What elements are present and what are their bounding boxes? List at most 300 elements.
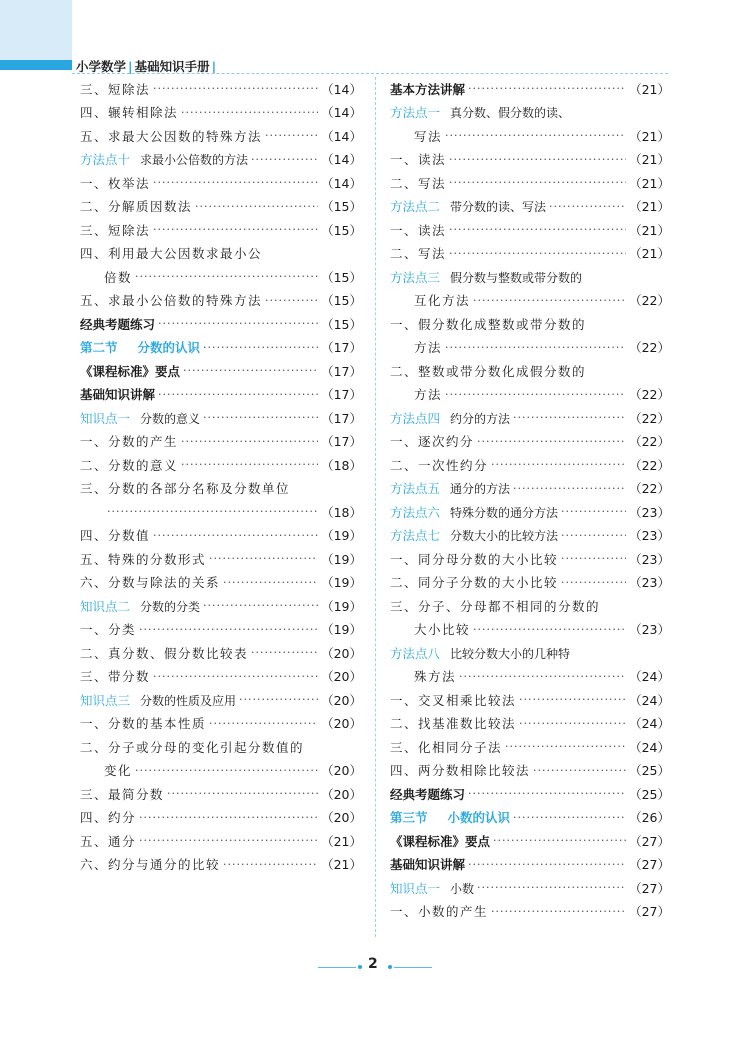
toc-page-number: （19） [321,622,362,638]
toc-entry-label: 五、特殊的分数形式 [80,551,207,567]
toc-entry [390,712,670,736]
toc-entry-label: 三、化相同分子法 [390,739,503,755]
dot-leader [477,881,626,894]
toc-entry [390,148,670,172]
header-accent-bar [0,60,72,70]
toc-entry-label: 经典考题练习 [390,786,466,802]
toc-page-number: （15） [321,222,362,238]
dot-leader [251,646,318,659]
toc-entry-tag: 方法点十 [80,152,131,168]
dot-leader [265,294,318,307]
toc-entry-label: 殊方法 [414,669,457,685]
dot-leader [493,834,626,847]
handbook-label: 基础知识手册 [134,59,210,74]
toc-entry-label: 三、分数的各部分名称及分数单位 [80,481,291,497]
toc-page-number: （19） [321,575,362,591]
toc-entry [390,383,670,407]
toc-entry-label: 大小比较 [414,622,471,638]
toc-entry-label: 经典考题练习 [80,316,156,332]
toc-entry-label: 一、同分母分数的大小比较 [390,551,559,567]
toc-entry-tag: 方法点一 [390,105,441,121]
dot-leader [533,764,626,777]
toc-entry-label: 一、枚举法 [80,175,151,191]
toc-entry-label: 五、求最小公倍数的特殊方法 [80,293,263,309]
toc-entry-label: 五、通分 [80,833,137,849]
dot-leader [449,153,626,166]
toc-entry [80,265,362,289]
toc-entry-label: 基本方法讲解 [390,81,466,97]
toc-page-number: （14） [321,175,362,191]
subject-label: 小学数学 [76,59,127,74]
toc-entry-title: 求最小公倍数的方法 [140,153,249,168]
toc-entry-label: 三、带分数 [80,669,151,685]
toc-entry [390,218,670,242]
toc-entry-label: 六、约分与通分的比较 [80,857,221,873]
toc-page-number: （20） [321,810,362,826]
dot-leader [223,576,318,589]
dot-leader [139,834,318,847]
toc-entry-label: 一、分数的基本性质 [80,716,207,732]
dot-leader [513,482,626,495]
toc-page-number: （19） [321,598,362,614]
toc-entry-title: 分数的认识 [137,340,201,356]
dot-leader [203,411,318,424]
toc-page-number: （21） [629,81,670,97]
toc-entry-label: 二、写法 [390,175,447,191]
toc-page-number: （22） [629,387,670,403]
toc-entry [80,618,362,642]
toc-entry [80,641,362,665]
dot-leader [107,505,318,518]
toc-entry [390,453,670,477]
toc-entry [80,195,362,219]
toc-entry [390,806,670,830]
dot-leader [505,740,626,753]
toc-entry [80,77,362,101]
dot-leader [135,764,318,777]
toc-page-number: （19） [321,551,362,567]
toc-entry [390,782,670,806]
toc-entry-title: 比较分数大小的几种特 [450,646,571,661]
dot-leader [519,717,626,730]
page-header [0,0,750,80]
toc-page-number: （21） [629,175,670,191]
dot-leader [181,435,318,448]
title-end-separator: | [211,59,217,74]
toc-entry [390,101,670,125]
dot-leader [561,576,626,589]
toc-entry-tag: 知识点二 [80,598,131,614]
toc-entry-label: 四、两分数相除比较法 [390,763,531,779]
toc-entry-label: 《课程标准》要点 [80,363,181,379]
toc-entry-label: 三、分子、分母都不相同的分数的 [390,598,601,614]
dot-leader [183,364,318,377]
toc-entry [390,242,670,266]
toc-entry-label: 四、辗转相除法 [80,105,179,121]
toc-entry-tag: 知识点三 [80,692,131,708]
toc-page-number: （23） [629,575,670,591]
toc-entry-label: 一、交叉相乘比较法 [390,692,517,708]
toc-entry [390,547,670,571]
toc-entry [80,101,362,125]
toc-entry [80,171,362,195]
toc-page-number: （20） [321,645,362,661]
toc-page-number: （24） [629,739,670,755]
toc-entry-tag: 知识点一 [80,410,131,426]
toc-entry-title: 通分的方法 [450,482,511,497]
toc-page-number: （22） [629,340,670,356]
toc-page-number: （21） [321,833,362,849]
dot-leader [139,623,318,636]
toc-entry [80,406,362,430]
toc-entry-title: 假分数与整数或带分数的 [450,270,583,285]
toc-page-number: （25） [629,786,670,802]
toc-entry [80,547,362,571]
toc-page-number: （20） [321,786,362,802]
toc-entry-label: 三、短除法 [80,81,151,97]
dot-leader [181,458,318,471]
footer-line-left [318,967,356,968]
toc-entry-label: 基础知识讲解 [390,857,466,873]
toc-entry [390,359,670,383]
dot-leader [473,294,626,307]
toc-entry [390,900,670,924]
toc-entry [390,406,670,430]
dot-leader [561,505,626,518]
toc-entry-label: 二、分解质因数法 [80,199,193,215]
toc-entry-label [80,691,236,709]
toc-page-number: （14） [321,128,362,144]
toc-entry-label [390,808,510,826]
dot-leader [468,858,626,871]
toc-entry [390,77,670,101]
toc-entry-label: 《课程标准》要点 [390,833,491,849]
toc-page-number: （22） [629,481,670,497]
toc-page-number: （21） [629,246,670,262]
toc-page-number: （22） [629,457,670,473]
toc-entry-label: 一、逐次约分 [390,434,475,450]
dot-leader [561,529,626,542]
toc-entry-label [390,103,570,121]
dot-leader [153,223,318,236]
dot-leader [561,552,626,565]
toc-entry-label: 四、分数值 [80,528,151,544]
toc-entry [390,876,670,900]
dot-leader [513,411,626,424]
toc-entry-title: 带分数的读、写法 [450,200,547,215]
toc-entry-label: 互化方法 [414,293,471,309]
toc-entry-label [390,268,582,286]
dot-leader [459,670,626,683]
toc-page-number: （27） [629,880,670,896]
dot-leader [477,435,626,448]
title-separator: | [128,59,133,74]
dot-leader [445,129,626,142]
toc-entry-label [80,150,248,168]
dot-leader [473,623,626,636]
toc-page-number: （18） [321,457,362,473]
toc-entry-label: 二、同分子分数的大小比较 [390,575,559,591]
toc-entry-title: 分数的分类 [140,599,201,614]
page-footer [0,956,750,976]
toc-entry-title: 分数大小的比较方法 [450,529,559,544]
toc-entry [390,571,670,595]
toc-entry-tag: 方法点七 [390,528,441,544]
toc-entry-title: 特殊分数的通分方法 [450,505,559,520]
toc-page-number: （15） [321,293,362,309]
dot-leader [153,176,318,189]
toc-entry [80,124,362,148]
dot-leader [209,552,318,565]
dot-leader [445,341,626,354]
toc-page-number: （15） [321,269,362,285]
dot-leader [203,341,318,354]
toc-entry-label: 四、利用最大公因数求最小公 [80,246,263,262]
dot-leader [167,787,318,800]
toc-page-number: （22） [629,434,670,450]
toc-entry [80,571,362,595]
toc-entry-title: 约分的方法 [450,411,511,426]
footer-dot-left [358,965,362,969]
toc-entry-label: 一、小数的产生 [390,904,489,920]
toc-entry-title: 分数的性质及应用 [140,693,237,708]
toc-page-number: （17） [321,363,362,379]
toc-entry [80,242,362,266]
toc-entry [80,712,362,736]
toc-entry [80,289,362,313]
dot-leader [519,693,626,706]
toc-entry [390,641,670,665]
column-divider [375,77,376,937]
toc-entry-label: 一、假分数化成整数或带分数的 [390,316,587,332]
toc-entry [390,336,670,360]
toc-entry [80,665,362,689]
toc-entry-tag: 方法点二 [390,199,441,215]
dot-leader [239,693,318,706]
toc-page-number: （23） [629,504,670,520]
toc-entry-tag: 第三节 [390,810,428,826]
toc-left-column [80,77,362,937]
toc-entry [390,430,670,454]
dot-leader [158,388,318,401]
toc-entry-tag: 方法点三 [390,269,441,285]
toc-entry [80,759,362,783]
toc-entry-title: 真分数、假分数的读、 [450,106,571,121]
toc-entry-label: 基础知识讲解 [80,387,156,403]
toc-entry [80,782,362,806]
toc-entry-tag: 方法点五 [390,481,441,497]
toc-entry [390,829,670,853]
dot-leader [223,858,318,871]
dot-leader [491,905,626,918]
dot-leader [265,129,318,142]
toc-page-number: （22） [629,293,670,309]
toc-entry [390,618,670,642]
toc-entry-label [390,526,558,544]
toc-entry [80,806,362,830]
toc-page-number: （17） [321,434,362,450]
toc-page-number: （17） [321,340,362,356]
toc-entry-label [80,597,200,615]
toc-entry-label: 变化 [104,763,133,779]
toc-entry-label: 三、最简分数 [80,786,165,802]
toc-entry-label: 四、约分 [80,810,137,826]
toc-entry-label [390,879,474,897]
toc-page-number: （21） [629,222,670,238]
toc-entry [80,359,362,383]
toc-entry-label: 一、读法 [390,222,447,238]
toc-entry-label: 二、整数或带分数化成假分数的 [390,363,587,379]
toc-entry-label: 一、分类 [80,622,137,638]
dot-leader [513,811,626,824]
toc-entry-label: 一、分数的产生 [80,434,179,450]
header-rule [72,73,668,74]
toc-page-number: （21） [629,128,670,144]
toc-entry [390,265,670,289]
toc-page-number: （18） [321,504,362,520]
toc-entry-label [80,338,200,356]
toc-page-number: （17） [321,387,362,403]
dot-leader [139,811,318,824]
dot-leader [209,717,318,730]
toc-right-column [390,77,670,937]
toc-page-number: （20） [321,669,362,685]
toc-page-number: （23） [629,622,670,638]
toc-entry [80,853,362,877]
toc-entry-label: 六、分数与除法的关系 [80,575,221,591]
dot-leader [549,200,626,213]
toc-entry-label: 二、分数的意义 [80,457,179,473]
toc-entry [390,665,670,689]
toc-page-number: （24） [629,716,670,732]
toc-entry-label [390,479,510,497]
toc-entry-tag: 知识点一 [390,880,441,896]
toc-entry-label [390,409,510,427]
toc-entry [390,195,670,219]
toc-entry-label: 倍数 [104,269,133,285]
toc-entry-title: 分数的意义 [140,411,201,426]
dot-leader [195,200,318,213]
toc-entry-label: 写法 [414,128,443,144]
toc-entry [80,218,362,242]
toc-entry-tag: 方法点四 [390,410,441,426]
dot-leader [181,106,318,119]
toc-entry [390,759,670,783]
toc-entry-title: 小数 [450,881,475,896]
toc-entry [80,477,362,501]
toc-page-number: （14） [321,81,362,97]
header-corner-block [0,0,72,60]
dot-leader [153,670,318,683]
dot-leader [158,317,318,330]
toc-entry [80,524,362,548]
toc-entry [390,853,670,877]
toc-entry [390,524,670,548]
footer-line-right [394,967,432,968]
toc-page-number: （14） [321,105,362,121]
toc-entry-label: 方法 [414,387,443,403]
dot-leader [445,388,626,401]
toc-page-number: （24） [629,692,670,708]
toc-entry-label: 二、一次性约分 [390,457,489,473]
toc-page-number: （27） [629,904,670,920]
page-number: 2 [368,956,378,972]
toc-entry [390,500,670,524]
toc-page-number: （20） [321,763,362,779]
toc-page-number: （23） [629,528,670,544]
toc-entry [80,453,362,477]
toc-entry [80,500,362,524]
toc-entry-label [390,644,570,662]
toc-entry [390,312,670,336]
dot-leader [153,529,318,542]
toc-entry [390,124,670,148]
toc-entry-label: 三、短除法 [80,222,151,238]
toc-entry [390,688,670,712]
toc-page-number: （24） [629,669,670,685]
toc-entry-label: 二、真分数、假分数比较表 [80,645,249,661]
toc-page-number: （25） [629,763,670,779]
dot-leader [449,176,626,189]
dot-leader [449,223,626,236]
toc-page-number: （27） [629,833,670,849]
toc-page-number: （21） [629,199,670,215]
dot-leader [251,153,318,166]
toc-page-number: （23） [629,551,670,567]
toc-entry-tag: 方法点六 [390,504,441,520]
toc-entry [80,430,362,454]
toc-entry [80,735,362,759]
toc-entry [80,148,362,172]
toc-entry [80,383,362,407]
toc-page-number: （22） [629,410,670,426]
toc-page-number: （14） [321,152,362,168]
toc-entry-label: 二、分子或分母的变化引起分数值的 [80,739,305,755]
dot-leader [468,82,626,95]
toc-entry [80,336,362,360]
toc-entry [80,594,362,618]
toc-entry-label: 五、求最大公因数的特殊方法 [80,128,263,144]
toc-entry [80,688,362,712]
toc-page-number: （26） [629,810,670,826]
toc-entry [390,289,670,313]
toc-entry-label [390,197,546,215]
toc-entry-tag: 第二节 [80,340,118,356]
toc-entry [80,829,362,853]
toc-entry-title: 小数的认识 [447,810,511,826]
dot-leader [203,599,318,612]
toc-page-number: （15） [321,199,362,215]
toc-entry-tag: 方法点八 [390,645,441,661]
toc-entry-label [390,503,558,521]
toc-entry [390,171,670,195]
toc-entry-label [80,409,200,427]
toc-page-number: （20） [321,716,362,732]
toc-entry [80,312,362,336]
toc-page-number: （19） [321,528,362,544]
dot-leader [153,82,318,95]
toc-page-number: （20） [321,692,362,708]
toc-entry [390,594,670,618]
dot-leader [491,458,626,471]
toc-entry [390,735,670,759]
toc-entry-label: 一、读法 [390,152,447,168]
toc-entry-label: 二、写法 [390,246,447,262]
toc-page-number: （21） [629,152,670,168]
toc-entry-label: 二、找基准数比较法 [390,716,517,732]
dot-leader [468,787,626,800]
toc-entry [390,477,670,501]
